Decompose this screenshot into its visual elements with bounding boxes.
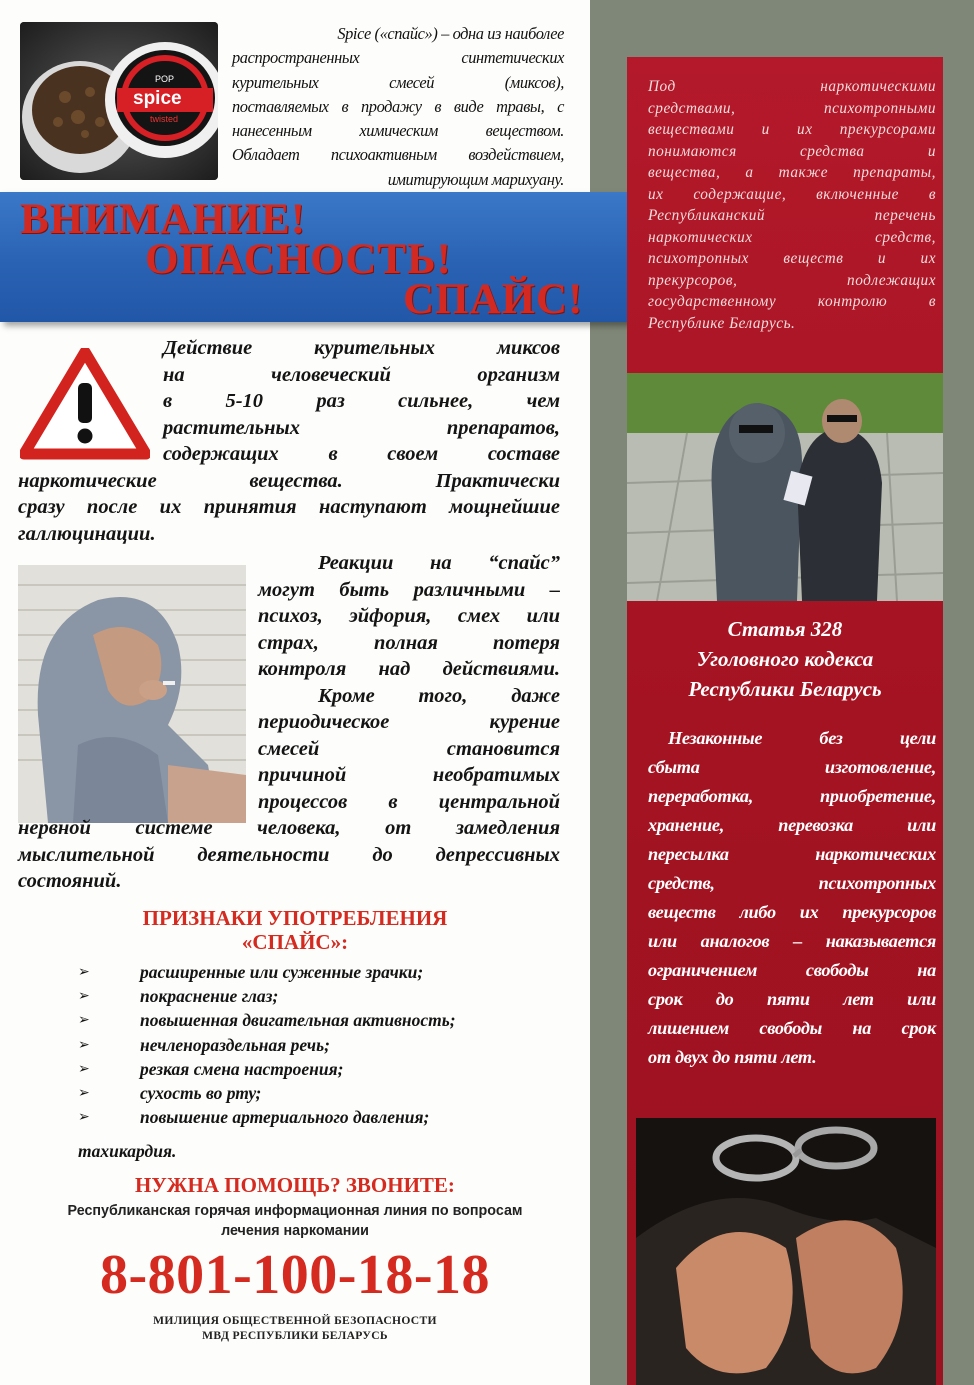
article-line-1: Статья 328 (727, 617, 843, 641)
arrow-bullet-icon: ➢ (78, 1109, 90, 1126)
intro-line: Spice («спайс») – одна из наиболее (337, 24, 564, 43)
banner-line-danger: ОПАСНОСТЬ! (145, 236, 452, 283)
arrow-bullet-icon: ➢ (78, 1060, 90, 1077)
arrow-bullet-icon: ➢ (78, 1012, 90, 1029)
police-organization (0, 1313, 590, 1343)
definition-line: психотропных веществ и их (648, 250, 936, 267)
definition-line: Под наркотическими (648, 78, 936, 95)
signs-title: ПРИЗНАКИ УПОТРЕБЛЕНИЯ (142, 906, 448, 930)
sign-item-text: повышение артериального давления; (140, 1107, 430, 1128)
law-line: пересылка наркотических (648, 844, 936, 864)
law-line: или аналогов – наказывается (648, 931, 936, 951)
effect-line: наркотические вещества. Практически (18, 469, 560, 492)
sign-item (78, 1033, 558, 1057)
banner-line-attention: ВНИМАНИЕ! (20, 196, 307, 243)
effect-paragraph (18, 335, 560, 547)
reactions-line: причиной необратимых (258, 764, 560, 786)
arrow-bullet-icon: ➢ (78, 1084, 90, 1101)
definition-line: прекурсоров, подлежащих (648, 271, 936, 289)
attention-banner (0, 192, 635, 322)
help-title: НУЖНА ПОМОЩЬ? ЗВОНИТЕ: (135, 1173, 455, 1197)
definition-paragraph (648, 76, 936, 334)
signs-list (78, 960, 558, 1129)
definition-line: средствами, психотропными (648, 99, 936, 117)
arrow-bullet-icon: ➢ (78, 964, 90, 980)
reactions-paragraph (18, 550, 560, 895)
reactions-line: Кроме того, даже (318, 684, 560, 707)
law-line: Незаконные без цели (668, 728, 936, 748)
definition-line: веществами и их прекурсорами (648, 121, 936, 138)
intro-line: нанесенным химическим веществом. (232, 121, 564, 141)
law-line: веществ либо их прекурсоров (648, 902, 936, 922)
reactions-line: мыслительной деятельности до депрессивных (18, 843, 560, 866)
law-line: хранение, перевозка или (648, 815, 936, 835)
sign-item-text: нечленораздельная речь; (140, 1034, 330, 1055)
org-line-2: МВД РЕСПУБЛИКИ БЕЛАРУСЬ (202, 1329, 388, 1342)
reactions-line: состояний. (18, 870, 122, 892)
sign-item (78, 1057, 558, 1081)
signs-subtitle: «СПАЙС»: (241, 930, 349, 954)
hotline-line-1: Республиканская горячая информационная линия по вопросам (67, 1203, 523, 1219)
article-title (627, 614, 943, 704)
law-line: сбыта изготовление, (648, 757, 936, 777)
sign-item-text: повышенная двигательная активность; (140, 1010, 456, 1031)
drug-deal-photo (627, 373, 943, 601)
intro-paragraph (232, 22, 564, 216)
sign-item-text: сухость во рту; (140, 1082, 262, 1103)
law-line: переработка, приобретение, (648, 786, 936, 806)
effect-line: сразу после их принятия наступают мощнейшие (18, 496, 560, 518)
product-label-brand: spice (133, 88, 182, 109)
intro-line: поставляемых в продажу в виде травы, с (232, 96, 564, 116)
arrow-bullet-icon: ➢ (78, 1036, 90, 1053)
definition-line: понимаются средства и (648, 142, 936, 160)
arrow-bullet-icon: ➢ (78, 988, 90, 1005)
org-line-1: МИЛИЦИЯ ОБЩЕСТВЕННОЙ БЕЗОПАСНОСТИ (153, 1314, 437, 1327)
sign-item (78, 1081, 558, 1105)
definition-line: вещества, а также препараты, (648, 164, 936, 181)
handcuffs-photo (636, 1118, 936, 1385)
effect-line: растительных препаратов, (163, 416, 560, 439)
intro-line: распространенных синтетических (232, 48, 564, 68)
reactions-line: периодическое курение (258, 711, 560, 733)
sign-item (78, 1008, 558, 1032)
reactions-line: могут быть различными – (258, 578, 560, 601)
effect-line: галлюцинации. (18, 522, 156, 545)
definition-line: их содержащие, включенные в (648, 185, 936, 203)
sign-item (78, 1105, 558, 1129)
product-label-variant: twisted (150, 114, 179, 124)
intro-line: имитирующим марихуану. (387, 169, 564, 189)
definition-line: наркотических средств, (648, 228, 936, 246)
effect-line: в 5-10 раз сильнее, чем (163, 390, 560, 412)
law-paragraph (648, 724, 936, 1072)
law-line: срок до пяти лет или (648, 989, 936, 1009)
sign-item-text: резкая смена настроения; (140, 1058, 344, 1079)
sign-item-text: покраснение глаз; (140, 986, 279, 1007)
article-line-2: Уголовного кодекса (696, 647, 874, 671)
reactions-line: нервной системе человека, от замедления (18, 817, 560, 839)
sign-item (78, 960, 558, 984)
reactions-line: страх, полная потеря (258, 631, 560, 654)
spice-product-photo (20, 22, 218, 180)
article-line-3: Республики Беларусь (688, 677, 882, 701)
law-line: лишением свободы на срок (648, 1018, 936, 1038)
reactions-line: Реакции на “спайс” (318, 552, 560, 574)
reactions-line: контроля над действиями. (258, 658, 560, 680)
definition-line: Республике Беларусь. (648, 314, 796, 332)
definition-line: Республиканский перечень (648, 207, 936, 224)
sign-item-text: расширенные или суженные зрачки; (140, 962, 424, 982)
hotline-phone-number[interactable]: 8-801-100-18-18 (99, 1244, 491, 1306)
effect-line: содержащих в своем составе (163, 443, 560, 465)
effect-line: на человеческий организм (163, 363, 560, 386)
definition-line: государственному контролю в (648, 293, 936, 310)
signs-last-item: тахикардия. (78, 1141, 177, 1161)
intro-line: курительных смесей (миксов), (232, 72, 564, 92)
hotline-line-2: лечения наркомании (221, 1223, 369, 1239)
law-line: ограничением свободы на (648, 960, 936, 980)
law-line: средств, психотропных (648, 873, 936, 893)
hotline-description (0, 1201, 590, 1241)
effect-line: Действие курительных миксов (163, 337, 560, 359)
law-line: от двух до пяти лет. (648, 1047, 817, 1067)
reactions-line: процессов в центральной (258, 790, 560, 813)
banner-line-spice: СПАЙС! (403, 276, 584, 323)
reactions-line: смесей становится (258, 737, 560, 760)
sign-item (78, 984, 558, 1008)
reactions-line: психоз, эйфория, смех или (258, 605, 560, 627)
intro-line: Обладает психоактивным воздействием, (232, 145, 564, 165)
product-label-top: POP (155, 74, 175, 84)
